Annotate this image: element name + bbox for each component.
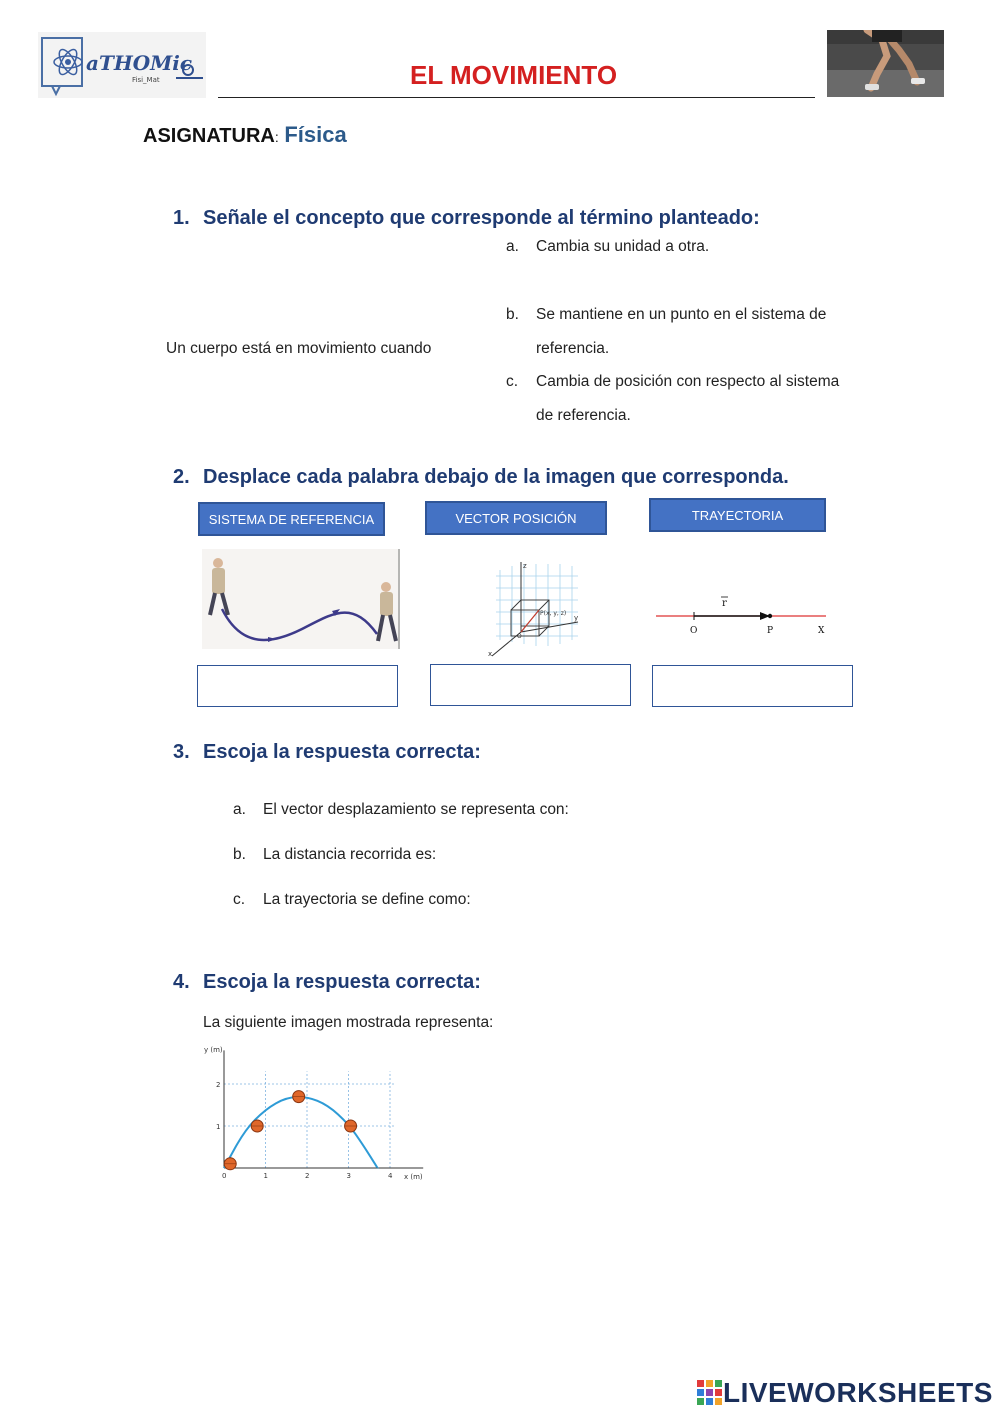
vector-r-label: r	[722, 598, 727, 609]
point-p-label: P(x, y, z)	[540, 610, 567, 617]
q4-prompt: La siguiente imagen mostrada representa:	[203, 1014, 494, 1031]
q1-heading-text: Señale el concepto que corresponde al término planteado:	[203, 207, 760, 229]
liveworksheets-brand	[697, 1375, 993, 1411]
q1-number: 1.	[173, 207, 190, 229]
q4-heading	[173, 971, 481, 994]
3d-axes-icon	[486, 560, 586, 660]
q3-heading	[173, 741, 481, 764]
q3-item-c-letter: c.	[233, 891, 246, 908]
y-tick-label: 2	[216, 1081, 221, 1089]
subject-line	[143, 122, 347, 148]
logo-subtext: Fisi_Mat	[132, 76, 160, 84]
drop-box-2[interactable]	[430, 664, 631, 706]
chart-x-label: x (m)	[404, 1173, 423, 1181]
position-line-icon	[656, 590, 828, 640]
subject-label: ASIGNATURA	[143, 125, 275, 147]
liveworksheets-text: LIVEWORKSHEETS	[723, 1377, 993, 1408]
q3-number: 3.	[173, 741, 190, 763]
word-chip-vector[interactable]: VECTOR POSICIÓN	[425, 501, 607, 535]
q1-option-a-text: Cambia su unidad a otra.	[536, 238, 710, 255]
logo-text: aTHOMic	[86, 51, 193, 75]
q4-number: 4.	[173, 971, 190, 993]
q3-item-a-text: El vector desplazamiento se representa con:	[263, 801, 569, 818]
line-x-label: X	[818, 626, 825, 636]
line-o-label: O	[690, 626, 698, 636]
line-p-label: P	[767, 626, 774, 636]
y-tick-label: 1	[216, 1123, 221, 1131]
q1-option-a[interactable]	[506, 238, 709, 256]
q1-stem: Un cuerpo está en movimiento cuando	[166, 340, 432, 357]
logo	[38, 32, 206, 98]
q1-option-b-text-1: Se mantiene en un punto en el sistema de	[536, 306, 827, 323]
q1-option-b[interactable]	[506, 306, 826, 324]
axis-y-label: y	[574, 614, 579, 622]
q1-heading	[173, 207, 760, 230]
q3-item-a-letter: a.	[233, 801, 246, 818]
q3-item-c	[233, 891, 471, 909]
q1-option-a-letter: a.	[506, 238, 519, 255]
q1-option-b-text-2: referencia.	[536, 340, 610, 357]
q3-heading-text: Escoja la respuesta correcta:	[203, 741, 481, 763]
title-divider	[218, 97, 815, 98]
subject-colon: :	[274, 129, 279, 145]
q3-item-b-text: La distancia recorrida es:	[263, 846, 437, 863]
axis-z-label: z	[523, 562, 527, 570]
page-title: EL MOVIMIENTO	[410, 60, 618, 90]
x-tick-label: 3	[346, 1172, 351, 1180]
q2-number: 2.	[173, 466, 190, 488]
projectile-chart-svg	[200, 1040, 430, 1185]
word-chip-sistema[interactable]: SISTEMA DE REFERENCIA	[198, 502, 385, 536]
drop-box-1[interactable]	[197, 665, 398, 707]
drop-box-3[interactable]	[652, 665, 853, 707]
word-chip-trayectoria[interactable]: TRAYECTORIA	[649, 498, 826, 532]
axis-x-label: x	[488, 650, 493, 658]
runner-photo-icon	[827, 30, 944, 97]
subject-value: Física	[284, 122, 347, 147]
x-tick-label: 1	[263, 1172, 268, 1180]
q1-option-b-letter: b.	[506, 306, 519, 323]
projectile-chart	[200, 1040, 430, 1185]
walking-trajectory-icon	[202, 549, 400, 649]
q3-item-a	[233, 801, 569, 819]
liveworksheets-icon	[697, 1380, 723, 1406]
x-tick-label: 4	[388, 1172, 393, 1180]
q3-item-c-text: La trayectoria se define como:	[263, 891, 471, 908]
q1-option-c[interactable]	[506, 373, 839, 391]
q3-item-b-letter: b.	[233, 846, 246, 863]
x-tick-label: 0	[222, 1172, 227, 1180]
q1-option-c-text-2: de referencia.	[536, 407, 631, 424]
trajectory-curve	[224, 1097, 378, 1168]
q1-option-c-letter: c.	[506, 373, 519, 390]
origin-label: O	[517, 633, 522, 640]
x-tick-label: 2	[305, 1172, 310, 1180]
q3-item-b	[233, 846, 436, 864]
q4-heading-text: Escoja la respuesta correcta:	[203, 971, 481, 993]
q1-option-c-text-1: Cambia de posición con respecto al sistema	[536, 373, 840, 390]
chart-y-label: y (m)	[204, 1046, 223, 1054]
q2-heading-text: Desplace cada palabra debajo de la imagen que corresponda.	[203, 466, 789, 488]
q2-heading	[173, 466, 789, 489]
